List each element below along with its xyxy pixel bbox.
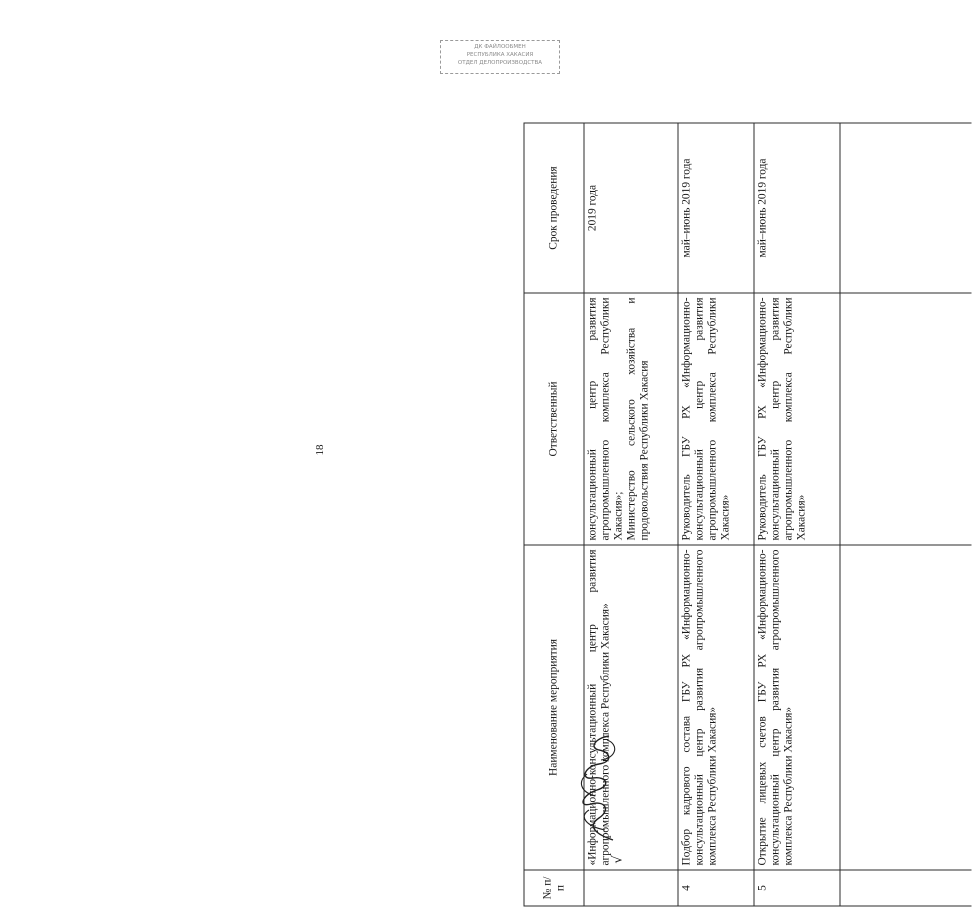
page-number: 18	[314, 444, 326, 456]
row-responsible: Руководитель ГБУ РХ «Информационно-консультационный центр развития агропромышленного комплекса Республики Хакасия»	[678, 293, 754, 545]
row-name: Подбор кадрового состава ГБУ РХ «Информационно-консультационный центр развития агропромышленного комплекса Республики Хакасия»	[678, 545, 754, 870]
stamp-line-3: ОТДЕЛ ДЕЛОПРОИЗВОДСТВА	[457, 60, 543, 66]
stamp-line-2: РЕСПУБЛИКА ХАКАСИЯ	[466, 52, 534, 58]
row-deadline: май–июнь 2019 года	[678, 123, 754, 293]
header-deadline: Срок проведения	[524, 123, 584, 293]
row-deadline: май–июнь 2019 года	[754, 123, 840, 293]
check-mark: √	[610, 855, 626, 864]
stamp-line-1: ДК ФАЙЛООБМЕН	[474, 44, 526, 50]
signature	[565, 730, 625, 845]
registration-stamp	[440, 40, 560, 74]
row-num	[584, 870, 678, 906]
header-num: № п/п	[524, 870, 584, 906]
row-name: «Информационно-консультационный центр развития агропромышленного комплекса Республики Хакасия»	[584, 545, 678, 870]
row-deadline: 2019 года	[584, 123, 678, 293]
row-name: Открытие лицевых счетов ГБУ РХ «Информационно-консультационный центр развития агропромышленного комплекса Республики Хакасия»	[754, 545, 840, 870]
row-responsible-part-1: консультационный центр развития агропромышленного комплекса Республики Хакасия»;	[586, 297, 625, 541]
table-row	[754, 123, 840, 906]
row-responsible	[584, 293, 678, 545]
row-num: 4	[678, 870, 754, 906]
header-responsible: Ответственный	[524, 293, 584, 545]
table-continuation	[840, 123, 972, 906]
row-responsible-part-2: Министерство сельского хозяйства и продовольствия Республики Хакасия	[625, 297, 651, 541]
row-num: 5	[754, 870, 840, 906]
table-row	[678, 123, 754, 906]
row-responsible: Руководитель ГБУ РХ «Информационно-консультационный центр развития агропромышленного комплекса Республики Хакасия»	[754, 293, 840, 545]
header-name: Наименование мероприятия	[524, 545, 584, 870]
